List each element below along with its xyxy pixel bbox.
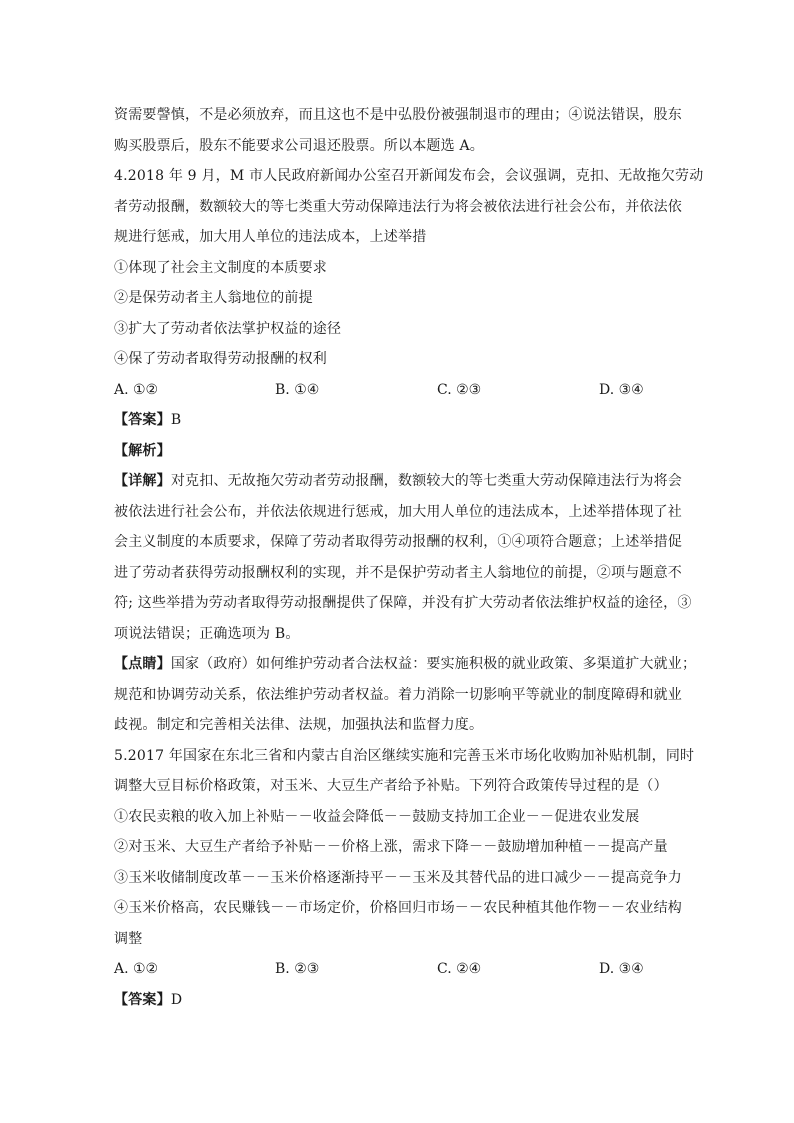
option-c: C. ②③ [437, 381, 482, 398]
question-4-stem-line: 4.2018 年 9 月，M 市人民政府新闻办公室召开新闻发布会，会议强调，克扣、无故拖欠劳动 [114, 168, 704, 184]
option-d: D. ③④ [599, 381, 644, 398]
option-b: B. ②③ [275, 961, 320, 977]
question-4-note-line [114, 649, 697, 680]
note-text: 国家（政府）如何维护劳动者合法权益：要实施积极的就业政策、多渠道扩大就业； [170, 656, 697, 672]
detail-tag: 【详解】 [114, 473, 171, 489]
question-5-options [114, 954, 680, 985]
analysis-tag: 【解析】 [114, 442, 171, 459]
question-4-note-line: 规范和协调劳动关系，依法维护劳动者权益。着力消除一切影响平等就业的制度障碍和就业 [114, 686, 682, 703]
note-tag: 【点睛】 [114, 656, 171, 672]
question-4-detail-line: 会主义制度的本质要求，保障了劳动者取得劳动报酬的权利，①④项符合题意；上述举措促 [114, 534, 682, 550]
question-4-detail-line: 项说法错误；正确选项为 B。 [114, 625, 300, 642]
question-4-detail-line [114, 466, 683, 497]
question-4-options [114, 375, 680, 406]
paragraph-line: 购买股票后，股东不能要求公司退还股票。所以本题选 A。 [114, 137, 484, 154]
answer-value: D [170, 991, 183, 1008]
option-a: A. ①② [114, 961, 159, 977]
question-4-detail-line: 进了劳动者获得劳动报酬权利的实现，并不是保护劳动者主人翁地位的前提，②项与题意不 [114, 564, 682, 581]
question-5-stem-line: 5.2017 年国家在东北三省和内蒙古自治区继续实施和完善玉米市场化收购加补贴机制，同时 [114, 747, 695, 764]
question-4-detail-line: 符; 这些举措为劳动者取得劳动报酬提供了保障，并没有扩大劳动者依法维护权益的途径，③ [114, 595, 692, 611]
question-5-statement: ③玉米收储制度改革－－玉米价格逐渐持平－－玉米及其替代品的进口减少－－提高竞争力 [114, 869, 682, 886]
question-4-statement: ④保了劳动者取得劳动报酬的权利 [114, 351, 327, 367]
option-b: B. ①④ [275, 381, 320, 398]
question-5-answer [114, 985, 680, 1016]
question-4-stem-line: 规进行惩戒，加大用人单位的违法成本，上述举措 [114, 229, 427, 245]
question-4-statement: ②是保劳动者主人翁地位的前提 [114, 290, 313, 306]
option-c: C. ②④ [437, 961, 482, 977]
answer-value: B [170, 412, 182, 428]
question-5-statement: ④玉米价格高，农民赚钱－－市场定价，价格回归市场－－农民种植其他作物－－农业结构 [114, 900, 682, 916]
document-body [114, 100, 704, 1015]
question-4-answer [114, 405, 680, 436]
question-4-stem-line: 者劳动报酬，数额较大的等七类重大劳动保障违法行为将会被依法进行社会公布，并依法依 [114, 198, 682, 215]
question-5-statement: ①农民卖粮的收入加上补贴－－收益会降低－－鼓励支持加工企业－－促进农业发展 [114, 808, 640, 825]
question-4-note-line: 歧视。制定和完善相关法律、法规，加强执法和监督力度。 [114, 717, 484, 733]
answer-tag: 【答案】 [114, 412, 171, 428]
question-4-detail-line: 被依法进行社会公布，并依法依规进行惩戒，加大用人单位的违法成本，上述举措体现了社 [114, 503, 682, 520]
detail-text: 对克扣、无故拖欠劳动者劳动报酬，数额较大的等七类重大劳动保障违法行为将会 [170, 473, 683, 489]
option-d: D. ③④ [599, 961, 644, 977]
question-5-statement: ②对玉米、大豆生产者给予补贴－－价格上涨，需求下降－－鼓励增加种植－－提高产量 [114, 839, 668, 855]
paragraph-line: 资需要謦慎，不是必须放弃，而且这也不是中弘股份被强制退市的理由；④说法错误，股东 [114, 107, 682, 123]
question-4-statement: ③扩大了劳动者依法掌护权益的途径 [114, 320, 342, 337]
question-5-stem-line: 调整大豆目标价格政策，对玉米、大豆生产者给予补贴。下列符合政策传导过程的是（） [114, 778, 668, 794]
answer-tag: 【答案】 [114, 991, 171, 1008]
question-4-statement: ①体现了社会主文制度的本质要求 [114, 259, 327, 276]
question-5-statement: 调整 [114, 930, 143, 947]
question-4-analysis-heading [114, 436, 680, 467]
option-a: A. ①② [114, 381, 159, 398]
